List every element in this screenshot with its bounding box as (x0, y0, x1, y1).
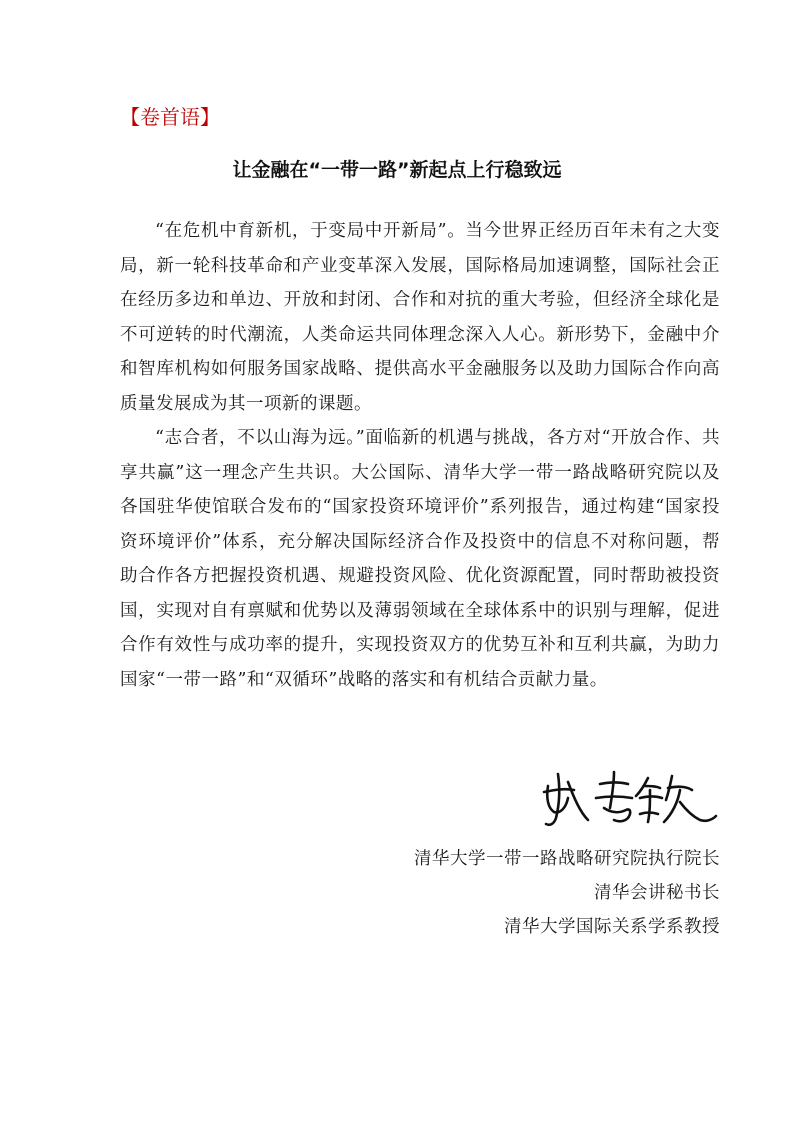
author-title-1: 清华大学一带一路战略研究院执行院长 (414, 849, 720, 869)
paragraph: “志合者，不以山海为远。”面临新的机遇与挑战，各方对“开放合作、共享共赢”这一理念产生共识。大公国际、清华大学一带一路战略研究院以及各国驻华使馆联合发布的“国家投资环境评价”系列报告，通过构建“国家投资环境评价”体系，充分解决国际经济合作及投资中的信息不对称问题，帮助合作各方把握投资机遇、规避投资风险、优化资源配置，同时帮助被投资国，实现对自有禀赋和优势以及薄弱领域在全球体系中的识别与理解，促进合作有效性与成功率的提升，实现投资双方的优势互补和互利共赢，为助力国家“一带一路”和“双循环”战略的落实和有机结合贡献力量。 (120, 428, 720, 690)
author-title-2: 清华会讲秘书长 (594, 883, 720, 903)
handwritten-signature (540, 768, 720, 828)
article-body (120, 214, 720, 697)
section-tag: 【卷首语】 (120, 105, 220, 129)
signature-block (414, 842, 720, 944)
author-title-3: 清华大学国际关系学系教授 (504, 917, 720, 937)
page-title: 让金融在“一带一路”新起点上行稳致远 (232, 159, 562, 181)
paragraph: “在危机中育新机，于变局中开新局”。当今世界正经历百年未有之大变局，新一轮科技革命和产业变革深入发展，国际格局加速调整，国际社会正在经历多边和单边、开放和封闭、合作和对抗的重大考验，但经济全球化是不可逆转的时代潮流，人类命运共同体理念深入人心。新形势下，金融中介和智库机构如何服务国家战略、提供高水平金融服务以及助力国际合作向高质量发展成为其一项新的课题。 (120, 221, 720, 414)
